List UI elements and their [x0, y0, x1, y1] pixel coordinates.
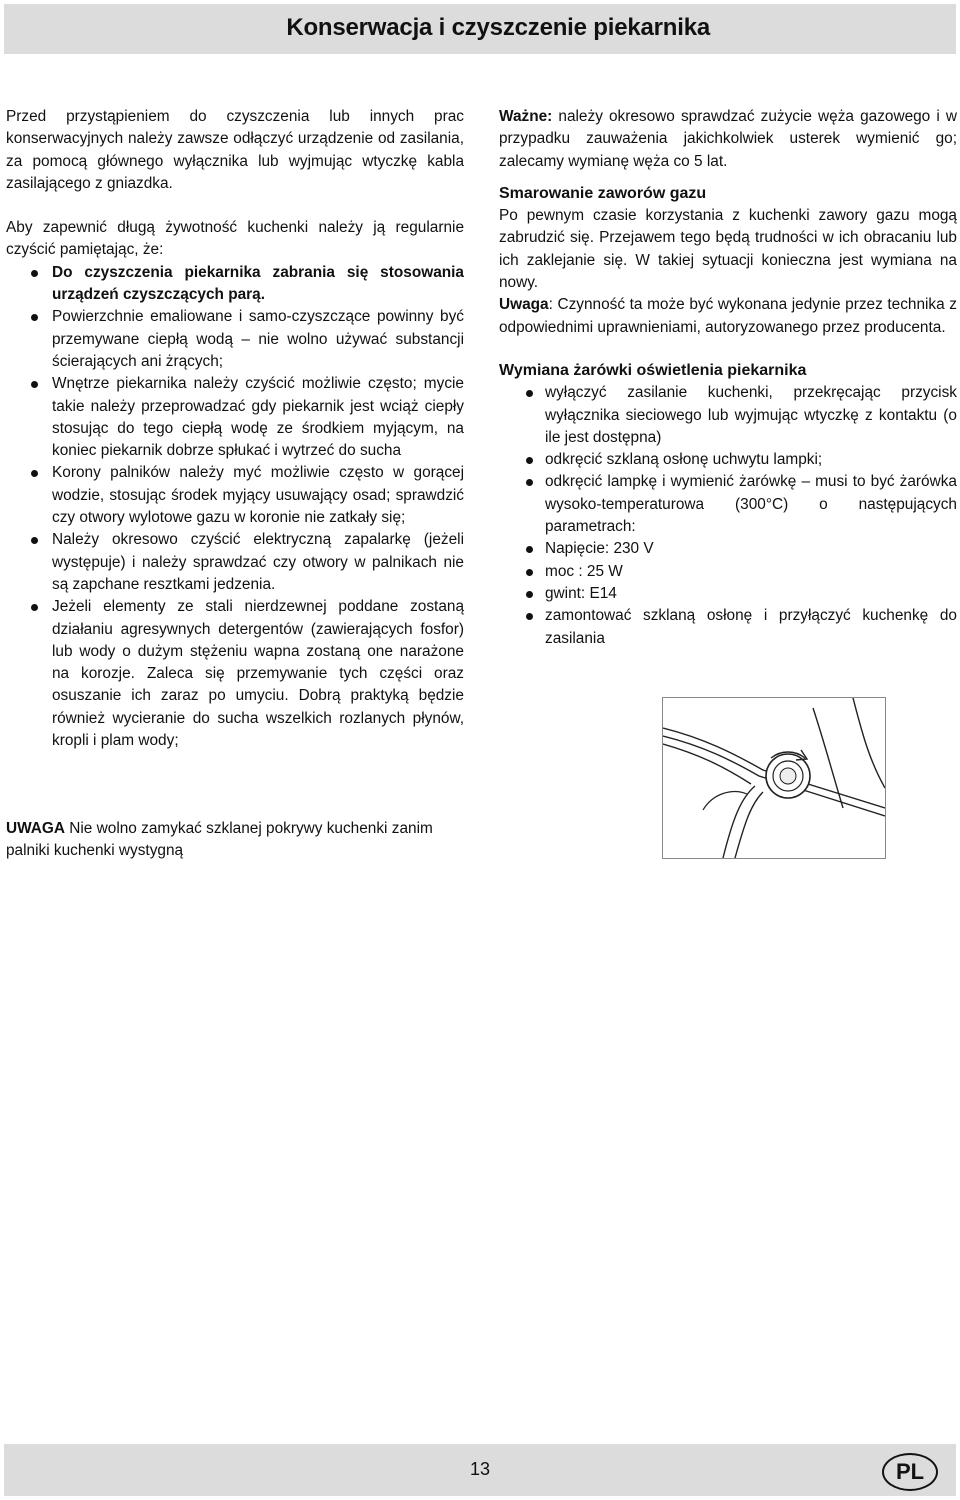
cleaning-list: [6, 262, 464, 753]
lubrication-text: Po pewnym czasie korzystania z kuchenki zawory gazu mogą zabrudzić się. Przejawem tego będą trudności w ich obracaniu lub ich zaklejanie się. W takiej sytuacji konieczna jest wymiana na nowy.: [499, 207, 957, 292]
right-column: [499, 106, 957, 650]
bulb-heading: Wymiana żarówki oświetlenia piekarnika: [499, 361, 807, 379]
list-item: zamontować szklaną osłonę i przyłączyć kuchenkę do zasilania: [499, 605, 957, 650]
lubrication-note: [499, 294, 957, 339]
list-item: Korony palników należy myć możliwie często w gorącej wodzie, stosując środek myjący usuwający osad; sprawdzić czy otwory wylotowe gazu w koronie nie zatkały się;: [6, 462, 464, 529]
important-text: należy okresowo sprawdzać zużycie węża gazowego i w przypadku zauważenia jakichkolwiek usterek wymienić go; zalecamy wymianę węża co 5 lat.: [499, 108, 957, 170]
lamp-illustration: [662, 697, 886, 859]
list-item: Do czyszczenia piekarnika zabrania się stosowania urządzeń czyszczących parą.: [6, 262, 464, 307]
list-item: wyłączyć zasilanie kuchenki, przekręcając przycisk wyłącznika sieciowego lub wyjmując wtyczkę z kontaktu (o ile jest dostępna): [499, 382, 957, 449]
bulb-list: [499, 382, 957, 650]
list-item: odkręcić szklaną osłonę uchwytu lampki;: [499, 449, 957, 471]
page-title: Konserwacja i czyszczenie piekarnika: [286, 14, 710, 41]
page-number: 13: [469, 1459, 491, 1479]
oven-lamp-icon: [663, 698, 885, 858]
lubrication-note-text: : Czynność ta może być wykonana jedynie przez technika z odpowiednimi uprawnieniami, autoryzowanego przez producenta.: [499, 296, 957, 336]
lubrication-heading: Smarowanie zaworów gazu: [499, 184, 707, 202]
list-item: Należy okresowo czyścić elektryczną zapalarkę (jeżeli występuje) i należy sprawdzać czy otwory w palnikach nie są zapchane resztkami jedzenia.: [6, 529, 464, 596]
warning-text: Nie wolno zamykać szklanej pokrywy kuchenki zanim palniki kuchenki wystygną: [6, 820, 433, 860]
list-item: moc : 25 W: [499, 561, 957, 583]
left-column: [6, 106, 464, 752]
list-item: odkręcić lampkę i wymienić żarówkę – musi to być żarówka wysoko-temperaturowa (300°C) o następujących parametrach:: [499, 471, 957, 538]
lead-paragraph: Aby zapewnić długą żywotność kuchenki należy ją regularnie czyścić pamiętając, że:: [6, 219, 464, 259]
warning-label: UWAGA: [6, 820, 65, 837]
list-item: Napięcie: 230 V: [499, 538, 957, 560]
important-paragraph: [499, 106, 957, 173]
lubrication-note-label: Uwaga: [499, 296, 549, 314]
language-badge: PL: [882, 1453, 938, 1491]
list-item: gwint: E14: [499, 583, 957, 605]
list-item: Jeżeli elementy ze stali nierdzewnej poddane zostaną działaniu agresywnych detergentów (zawierających fosfor) lub wody o dużym stężeniu wapna zostaną one narażone na korozje. Zaleca się przemywanie tych części oraz osuszanie ich zaraz po umyciu. Dobrą praktyką będzie również wycieranie do sucha wszelkich rozlanych płynów, kropli i plam wody;: [6, 596, 464, 752]
intro-paragraph: Przed przystąpieniem do czyszczenia lub innych prac konserwacyjnych należy zawsze odłączyć urządzenie od zasilania, za pomocą głównego wyłącznika lub wyjmując wtyczkę kabla zasilającego z gniazdka.: [6, 108, 464, 192]
list-item: Wnętrze piekarnika należy czyścić możliwie często; mycie takie należy przeprowadzać gdy piekarnik jest wciąż ciepły stosując do tego ciepłą wodę ze środkiem myjącym, na koniec piekarnik dobrze spłukać i wytrzeć do sucha: [6, 373, 464, 462]
list-item: Powierzchnie emaliowane i samo-czyszczące powinny być przemywane ciepłą wodą – nie wolno używać substancji ścierających ani żrących;: [6, 306, 464, 373]
warning-note: [6, 818, 476, 863]
important-label: Ważne:: [499, 108, 553, 125]
